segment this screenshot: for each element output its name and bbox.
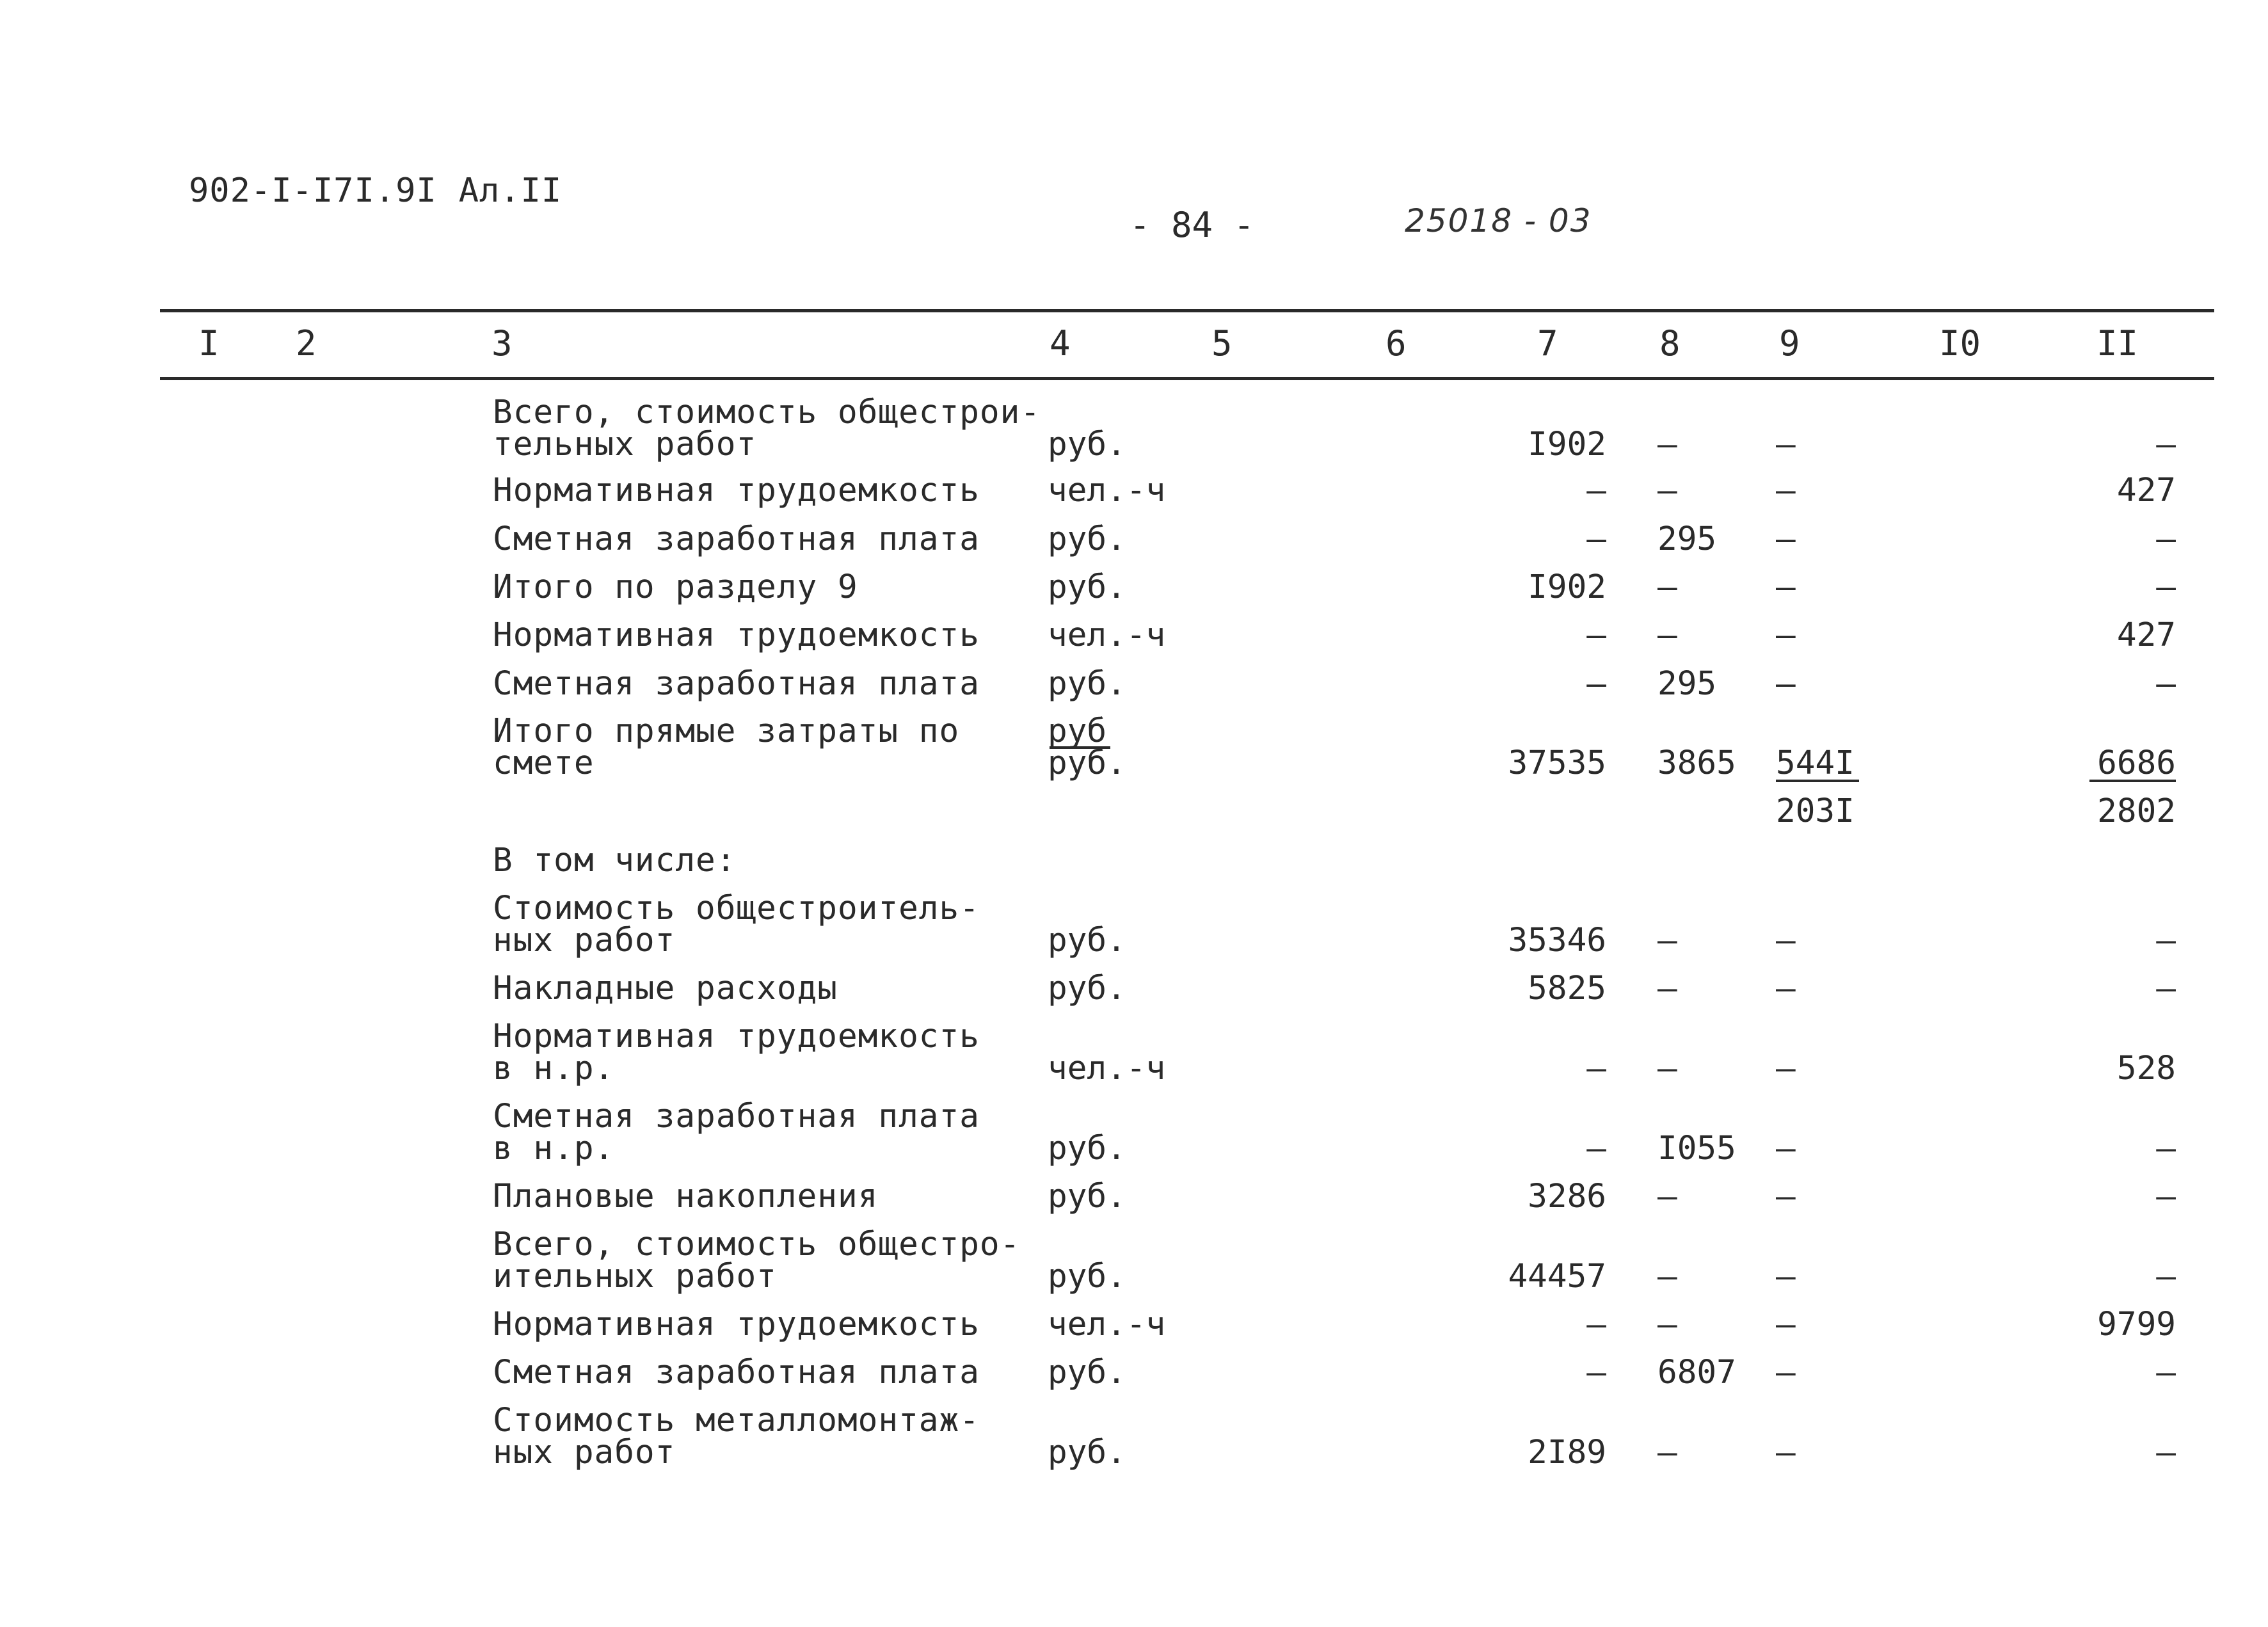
table-top-rule: [160, 309, 2214, 312]
cost-value: 35346: [1508, 922, 1606, 959]
column-number: I0: [1939, 323, 1981, 364]
column-number: 8: [1659, 323, 1681, 364]
machine-value: –: [1776, 665, 1796, 703]
labor-value: –: [2156, 426, 2176, 463]
unit: руб.: [1048, 922, 1126, 959]
item-description: в н.р.: [493, 1130, 615, 1167]
wage-value: –: [1657, 1306, 1677, 1343]
cost-value: 2I89: [1528, 1434, 1606, 1471]
cost-value: –: [1586, 1306, 1606, 1343]
labor-value: 528: [2116, 1050, 2176, 1087]
column-number: 6: [1386, 323, 1407, 364]
item-description: Нормативная трудоемкость: [493, 1306, 980, 1343]
wage-value: –: [1657, 970, 1677, 1007]
item-description: Нормативная трудоемкость: [493, 616, 980, 654]
unit: чел.-ч: [1048, 1306, 1166, 1343]
machine-value-numerator: 544I: [1776, 744, 1855, 782]
item-description: в н.р.: [493, 1050, 615, 1087]
handwritten-stamp: 25018 - 03: [1405, 202, 1592, 239]
unit: руб.: [1048, 1178, 1126, 1215]
unit: руб.: [1048, 1434, 1126, 1471]
column-number: I: [198, 323, 220, 364]
item-description: В том числе:: [493, 842, 737, 879]
machine-value: –: [1776, 970, 1796, 1007]
unit: руб.: [1048, 1258, 1126, 1295]
item-description: Стоимость металломонтаж-: [493, 1402, 980, 1439]
cost-value: –: [1586, 1130, 1606, 1167]
item-description: ных работ: [493, 1434, 676, 1471]
cost-value: 44457: [1508, 1258, 1606, 1295]
labor-value: –: [2156, 1258, 2176, 1295]
machine-value: –: [1776, 1306, 1796, 1343]
wage-value: 295: [1657, 665, 1717, 703]
wage-value: 3865: [1657, 744, 1736, 782]
labor-value: –: [2156, 1130, 2176, 1167]
unit: руб.: [1048, 520, 1126, 558]
unit: чел.-ч: [1048, 616, 1166, 654]
machine-value: –: [1776, 616, 1796, 654]
machine-value: –: [1776, 426, 1796, 463]
column-number: 3: [491, 323, 513, 364]
labor-value: –: [2156, 568, 2176, 606]
labor-value: –: [2156, 520, 2176, 558]
machine-value: –: [1776, 1130, 1796, 1167]
column-number: 5: [1211, 323, 1233, 364]
unit-numerator: руб: [1048, 712, 1107, 750]
wage-value: –: [1657, 1434, 1677, 1471]
wage-value: –: [1657, 922, 1677, 959]
unit-denominator: руб.: [1048, 744, 1126, 782]
wage-value: –: [1657, 616, 1677, 654]
unit: руб.: [1048, 1130, 1126, 1167]
item-description: Сметная заработная плата: [493, 520, 980, 558]
labor-value: 427: [2116, 472, 2176, 509]
fraction-line: [1776, 780, 1859, 782]
cost-value: –: [1586, 665, 1606, 703]
machine-value: –: [1776, 922, 1796, 959]
column-number: 7: [1537, 323, 1558, 364]
labor-value: –: [2156, 1354, 2176, 1391]
cost-value: 37535: [1508, 744, 1606, 782]
item-description: Нормативная трудоемкость: [493, 1018, 980, 1055]
item-description: Накладные расходы: [493, 970, 838, 1007]
table-header-rule: [160, 377, 2214, 380]
machine-value: –: [1776, 520, 1796, 558]
item-description: Сметная заработная плата: [493, 1354, 980, 1391]
labor-value: –: [2156, 665, 2176, 703]
machine-value: –: [1776, 472, 1796, 509]
labor-value: –: [2156, 922, 2176, 959]
machine-value: –: [1776, 1178, 1796, 1215]
album-number: Ал.II: [458, 172, 563, 210]
unit: руб.: [1048, 1354, 1126, 1391]
unit: руб.: [1048, 426, 1126, 463]
labor-value: 427: [2116, 616, 2176, 654]
labor-value-denominator: 2802: [2097, 792, 2176, 830]
labor-value: –: [2156, 1178, 2176, 1215]
wage-value: –: [1657, 426, 1677, 463]
wage-value: I055: [1657, 1130, 1736, 1167]
machine-value: –: [1776, 1258, 1796, 1295]
item-description: Нормативная трудоемкость: [493, 472, 980, 509]
column-number: 9: [1779, 323, 1800, 364]
wage-value: –: [1657, 1050, 1677, 1087]
labor-value: 9799: [2097, 1306, 2176, 1343]
machine-value-denominator: 203I: [1776, 792, 1855, 830]
fraction-line: [2089, 780, 2176, 782]
unit: руб.: [1048, 665, 1126, 703]
cost-value: I902: [1528, 568, 1606, 606]
doc-code: 902-I-I7I.9I: [189, 172, 437, 210]
unit: руб.: [1048, 568, 1126, 606]
cost-value: –: [1586, 472, 1606, 509]
machine-value: –: [1776, 1354, 1796, 1391]
item-description: ных работ: [493, 922, 676, 959]
item-description: Стоимость общестроитель-: [493, 890, 980, 927]
cost-value: –: [1586, 520, 1606, 558]
item-description: Всего, стоимость общестро-: [493, 1226, 1021, 1263]
fraction-line: [1050, 746, 1110, 749]
item-description: Плановые накопления: [493, 1178, 879, 1215]
item-description: Сметная заработная плата: [493, 665, 980, 703]
page-number: - 84 -: [1130, 205, 1255, 245]
unit: чел.-ч: [1048, 472, 1166, 509]
item-description: Сметная заработная плата: [493, 1098, 980, 1135]
item-description: Всего, стоимость общестрои-: [493, 394, 1041, 431]
labor-value-numerator: 6686: [2097, 744, 2176, 782]
item-description: Итого по разделу 9: [493, 568, 858, 606]
item-description: ительных работ: [493, 1258, 777, 1295]
cost-value: I902: [1528, 426, 1606, 463]
cost-value: –: [1586, 1050, 1606, 1087]
wage-value: –: [1657, 568, 1677, 606]
wage-value: –: [1657, 1178, 1677, 1215]
machine-value: –: [1776, 1434, 1796, 1471]
machine-value: –: [1776, 1050, 1796, 1087]
column-number: 4: [1050, 323, 1071, 364]
cost-value: 5825: [1528, 970, 1606, 1007]
wage-value: 295: [1657, 520, 1717, 558]
unit: чел.-ч: [1048, 1050, 1166, 1087]
wage-value: –: [1657, 472, 1677, 509]
column-number: II: [2096, 323, 2139, 364]
wage-value: –: [1657, 1258, 1677, 1295]
machine-value: –: [1776, 568, 1796, 606]
item-description: тельных работ: [493, 426, 757, 463]
labor-value: –: [2156, 970, 2176, 1007]
document-code: [189, 172, 562, 210]
item-description: Итого прямые затраты по: [493, 712, 960, 750]
cost-value: –: [1586, 1354, 1606, 1391]
column-number: 2: [296, 323, 317, 364]
cost-value: –: [1586, 616, 1606, 654]
wage-value: 6807: [1657, 1354, 1736, 1391]
cost-value: 3286: [1528, 1178, 1606, 1215]
item-description: смете: [493, 744, 595, 782]
unit: руб.: [1048, 970, 1126, 1007]
labor-value: –: [2156, 1434, 2176, 1471]
